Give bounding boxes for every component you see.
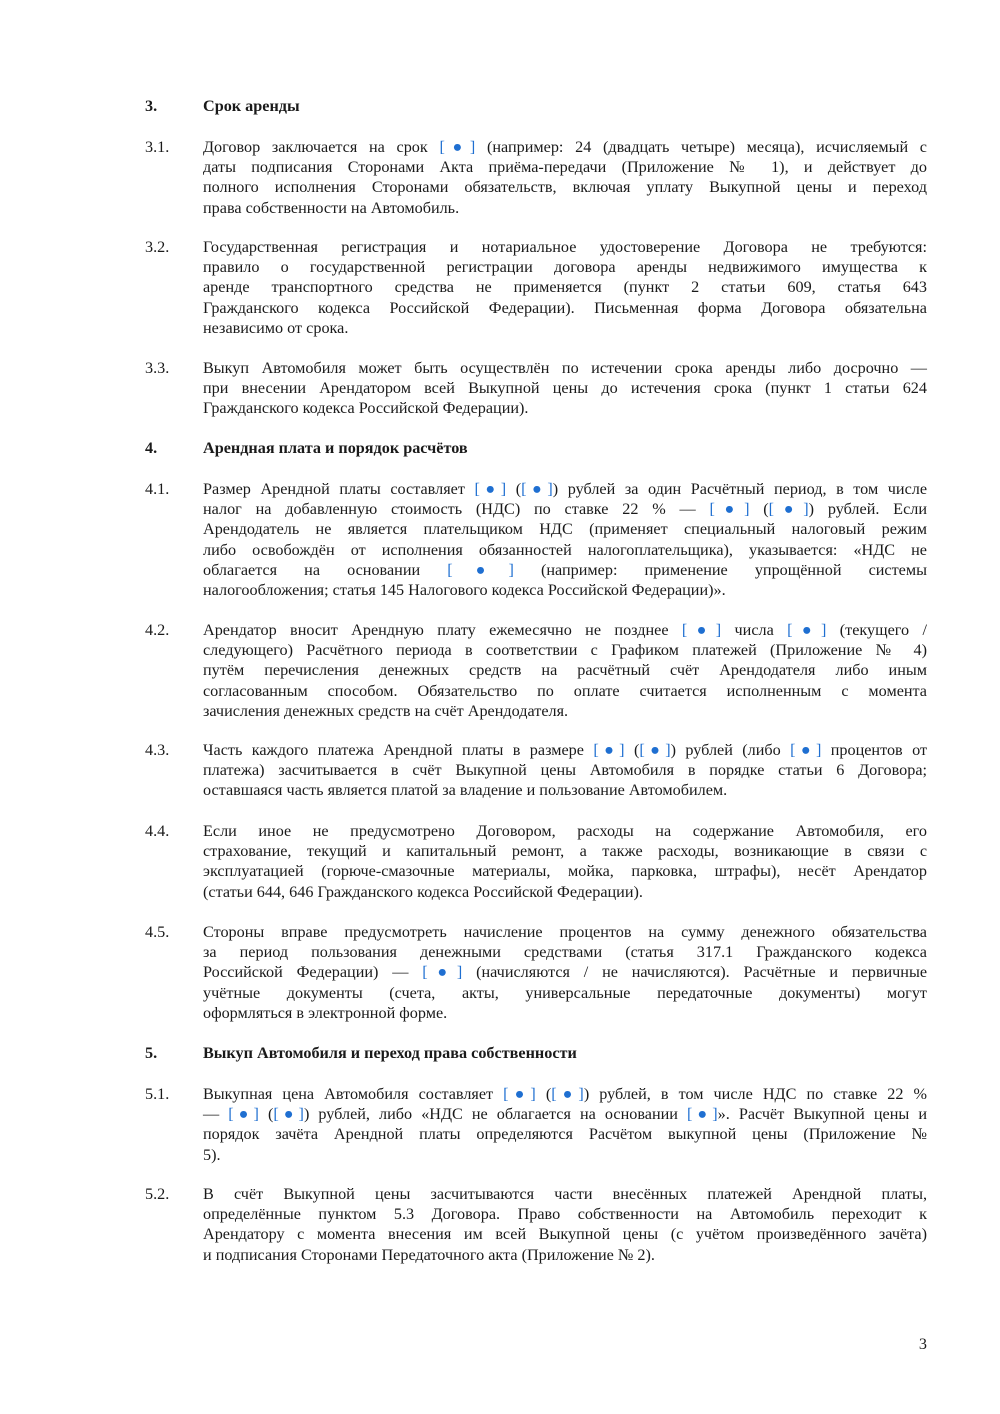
- clause-line: [203, 298, 927, 318]
- placeholder-field[interactable]: [●]: [447, 560, 514, 579]
- clause-text: [203, 237, 927, 338]
- section-title: Выкуп Автомобиля и переход права собственности: [203, 1044, 577, 1062]
- clause: [145, 1084, 927, 1165]
- text-run: зачисления денежных средств на счёт Арендодателя.: [203, 701, 569, 720]
- text-run: согласованным способом. Обязательство по оплате считается исполненным с момента: [203, 681, 927, 700]
- clause-line: [203, 499, 927, 519]
- section-number: 4.: [145, 439, 158, 457]
- text-run: Арендатору с момента внесения им всей Выкупной цены (с учётом произведённого зачёта): [203, 1225, 927, 1244]
- clause-line: [203, 137, 927, 157]
- clause: [145, 137, 927, 218]
- clause-line: [203, 398, 927, 418]
- text-run: Часть каждого платежа Арендной платы в размере: [203, 741, 594, 759]
- text-run: В счёт Выкупной цены засчитываются части внесённых платежей Арендной платы,: [203, 1185, 927, 1203]
- clause-line: [203, 580, 927, 600]
- placeholder-field[interactable]: [●]: [790, 741, 822, 759]
- placeholder-field[interactable]: [●]: [639, 741, 671, 759]
- clause-line: [203, 479, 927, 499]
- placeholder-field[interactable]: [●]: [768, 500, 809, 519]
- clause: [145, 821, 927, 902]
- clause-text: [203, 358, 927, 419]
- text-run: (например: 24 (двадцать четыре) месяца), исчисляемый с: [475, 138, 927, 156]
- text-run: (: [506, 480, 522, 498]
- text-run: Гражданского кодекса Российской Федерации).: [203, 399, 529, 418]
- text-run: правило о государственной регистрации договора аренды недвижимого имущества к: [203, 258, 927, 277]
- text-run: Размер Арендной платы составляет: [203, 480, 475, 498]
- text-run: эксплуатацией (горюче-смазочные материалы, мойка, парковка, штрафы), несёт Арендатор: [203, 862, 927, 881]
- placeholder-field[interactable]: [●]: [422, 963, 463, 982]
- clause-line: [203, 257, 927, 277]
- clause-line: [203, 861, 927, 881]
- clause-line: [203, 560, 927, 580]
- text-run: оформляться в электронной форме.: [203, 1003, 448, 1022]
- text-run: при внесении Арендатором всей Выкупной цены до истечения срока (пункт 1 статьи 624: [203, 379, 927, 398]
- clause-number: 3.3.: [145, 359, 170, 377]
- text-run: Стороны вправе предусмотреть начисление процентов на сумму денежного обязательства: [203, 923, 927, 941]
- clause-line: [203, 962, 927, 982]
- text-run: Выкупная цена Автомобиля составляет: [203, 1085, 504, 1103]
- clause-line: [203, 640, 927, 660]
- placeholder-field[interactable]: [●]: [687, 1105, 718, 1124]
- text-run: ) рублей. Если: [808, 500, 927, 519]
- clause-text: [203, 620, 927, 721]
- placeholder-field[interactable]: [●]: [709, 500, 750, 519]
- clause-line: [203, 1184, 927, 1204]
- clause-line: [203, 942, 927, 962]
- text-run: оставшаяся часть является платой за владение и пользование Автомобилем.: [203, 781, 728, 800]
- text-run: ) рублей за один Расчётный период, в том числе: [552, 480, 928, 498]
- section-title: Арендная плата и порядок расчётов: [203, 439, 468, 457]
- clause: [145, 922, 927, 1023]
- clause-line: [203, 841, 927, 861]
- clause-text: [203, 1184, 927, 1265]
- page-number: 3: [918, 1335, 927, 1353]
- text-run: Если иное не предусмотрено Договором, расходы на содержание Автомобиля, его: [203, 822, 927, 840]
- clause-line: [203, 1245, 927, 1265]
- text-run: налог на добавленную стоимость (НДС) по ставке 22 % —: [203, 500, 710, 519]
- placeholder-field[interactable]: [●]: [681, 621, 722, 639]
- text-run: 5).: [203, 1145, 221, 1164]
- clause-number: 3.1.: [145, 138, 170, 156]
- clause: [145, 620, 927, 721]
- placeholder-field[interactable]: [●]: [787, 621, 827, 639]
- clause-line: [203, 378, 927, 398]
- text-run: ». Расчёт Выкупной цены и: [717, 1105, 928, 1124]
- clause-text: [203, 922, 927, 1023]
- clause-line: [203, 760, 927, 780]
- text-run: Договор заключается на срок: [203, 138, 440, 156]
- clause: [145, 479, 927, 600]
- text-run: либо освобождён от исполнения обязанностей налогоплательщика), указывается: «НДС не: [203, 540, 927, 559]
- placeholder-field[interactable]: [●]: [503, 1085, 536, 1103]
- clause: [145, 358, 927, 419]
- text-run: (: [535, 1085, 552, 1103]
- placeholder-field[interactable]: [●]: [474, 480, 507, 498]
- text-run: (статьи 644, 646 Гражданского кодекса Российской Федерации).: [203, 882, 643, 901]
- text-run: (: [258, 1105, 274, 1124]
- clause-line: [203, 882, 927, 902]
- clause-number: 5.2.: [145, 1185, 170, 1203]
- clause-line: [203, 1224, 927, 1244]
- text-run: следующего) Расчётного периода в соответствии с Графиком платежей (Приложение № 4): [203, 641, 927, 660]
- clause-text: [203, 1084, 927, 1165]
- text-run: учётные документы (счета, акты, универсальные передаточные документы) могут: [203, 983, 927, 1002]
- clause-line: [203, 1124, 927, 1144]
- placeholder-field[interactable]: [●]: [521, 480, 553, 498]
- text-run: ) рублей (либо: [670, 741, 791, 759]
- clause-line: [203, 701, 927, 721]
- text-run: аренде транспортного средства не применяется (пункт 2 статьи 609, статья 643: [203, 278, 927, 297]
- clause-line: [203, 277, 927, 297]
- text-run: ) рублей, в том числе НДС по ставке 22 %: [583, 1085, 927, 1103]
- text-run: за период пользования денежными средствами (статья 317.1 Гражданского кодекса: [203, 943, 927, 962]
- text-run: даты подписания Сторонами Акта приёма-передачи (Приложение № 1), и действует до: [203, 158, 927, 177]
- placeholder-field[interactable]: [●]: [228, 1105, 259, 1124]
- clause-number: 4.3.: [145, 741, 170, 759]
- clause-line: [203, 540, 927, 560]
- text-run: процентов от: [821, 741, 928, 759]
- section-number: 5.: [145, 1044, 158, 1062]
- clause-line: [203, 780, 927, 800]
- clause-line: [203, 237, 927, 257]
- placeholder-field[interactable]: [●]: [593, 741, 625, 759]
- clause-line: [203, 358, 927, 378]
- text-run: (например: применение упрощённой системы: [513, 560, 927, 579]
- text-run: (начисляются / не начисляются). Расчётные и первичные: [462, 963, 928, 982]
- clause-line: [203, 620, 927, 640]
- clause-line: [203, 1145, 927, 1165]
- clause-line: [203, 519, 927, 539]
- clause-number: 4.2.: [145, 621, 170, 639]
- placeholder-field[interactable]: [●]: [439, 138, 476, 156]
- text-run: Российской Федерации) —: [203, 963, 423, 982]
- text-run: налогообложения; статья 145 Налогового кодекса Российской Федерации)».: [203, 580, 726, 599]
- text-run: Гражданского кодекса Российской Федерации). Письменная форма Договора обязательна: [203, 298, 927, 317]
- clause-number: 4.4.: [145, 822, 170, 840]
- clause-line: [203, 660, 927, 680]
- clause-line: [203, 157, 927, 177]
- text-run: Государственная регистрация и нотариальное удостоверение Договора не требуются:: [203, 238, 927, 256]
- clause-text: [203, 821, 927, 902]
- clause-text: [203, 479, 927, 600]
- clause-line: [203, 198, 927, 218]
- clause-line: [203, 1084, 927, 1104]
- clause-line: [203, 821, 927, 841]
- clause-line: [203, 1003, 927, 1023]
- clause-line: [203, 983, 927, 1003]
- text-run: права собственности на Автомобиль.: [203, 198, 460, 217]
- clause-number: 4.5.: [145, 923, 170, 941]
- clause: [145, 237, 927, 338]
- text-run: определённые пунктом 5.3 Договора. Право собственности на Автомобиль переходит к: [203, 1205, 927, 1224]
- text-run: ) рублей, либо «НДС не облагается на основании: [303, 1105, 687, 1124]
- text-run: порядок зачёта Арендной платы определяются Расчётом выкупной цены (Приложение №: [203, 1125, 927, 1144]
- clause-line: [203, 1104, 927, 1124]
- clause-text: [203, 137, 927, 218]
- text-run: полного исполнения Сторонами обязательств, включая уплату Выкупной цены и переход: [203, 178, 927, 197]
- text-run: (текущего /: [826, 621, 928, 639]
- text-run: независимо от срока.: [203, 318, 349, 337]
- clause-line: [203, 1204, 927, 1224]
- text-run: платежа) засчитывается в счёт Выкупной цены Автомобиля в порядке статьи 6 Договора;: [203, 761, 927, 780]
- clause-number: 4.1.: [145, 480, 170, 498]
- clause-number: 5.1.: [145, 1085, 170, 1103]
- text-run: страхование, текущий и капитальный ремонт, а также расходы, возникающие в связи с: [203, 842, 927, 861]
- clause-line: [203, 177, 927, 197]
- text-run: Арендодатель не является плательщиком НДС (применяет специальный налоговый режим: [203, 520, 927, 539]
- section-number: 3.: [145, 97, 158, 115]
- clause: [145, 740, 927, 801]
- clause-line: [203, 681, 927, 701]
- text-run: и подписания Сторонами Передаточного акта (Приложение № 2).: [203, 1245, 655, 1264]
- clause-line: [203, 740, 927, 760]
- text-run: —: [203, 1105, 229, 1124]
- text-run: числа: [721, 621, 788, 639]
- text-run: (: [749, 500, 769, 519]
- placeholder-field[interactable]: [●]: [551, 1085, 584, 1103]
- clause-line: [203, 318, 927, 338]
- clause-text: [203, 740, 927, 801]
- section-title: Срок аренды: [203, 97, 300, 115]
- text-run: (: [624, 741, 640, 759]
- text-run: Выкуп Автомобиля может быть осуществлён по истечении срока аренды либо досрочно —: [203, 359, 927, 377]
- text-run: облагается на основании: [203, 560, 448, 579]
- text-run: Арендатор вносит Арендную плату ежемесячно не позднее: [203, 621, 682, 639]
- clause-line: [203, 922, 927, 942]
- clause-number: 3.2.: [145, 238, 170, 256]
- clause: [145, 1184, 927, 1265]
- placeholder-field[interactable]: [●]: [273, 1105, 304, 1124]
- text-run: путём перечисления денежных средств на расчётный счёт Арендодателя либо иным: [203, 661, 927, 680]
